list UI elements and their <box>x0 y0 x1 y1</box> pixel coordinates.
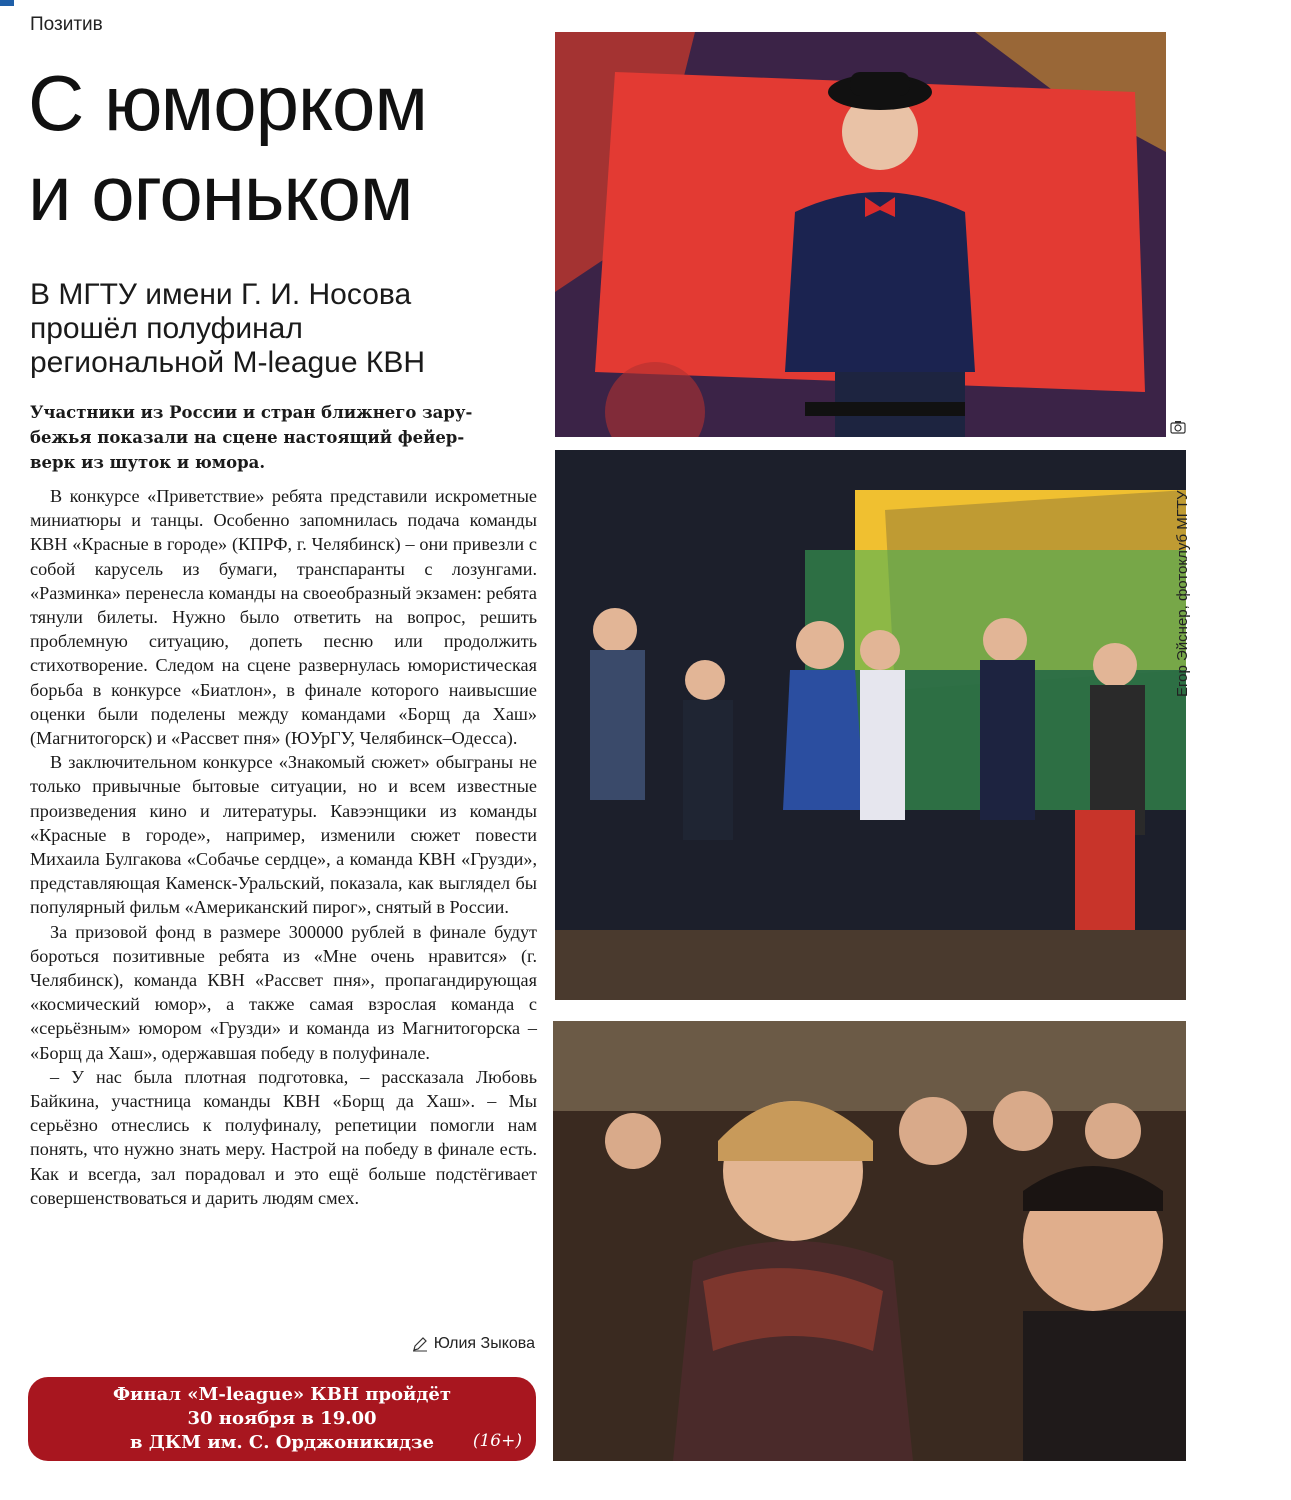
subheadline <box>30 278 535 380</box>
lead-line-3: верк из шуток и юмора. <box>30 453 266 472</box>
subheadline-line-1: В МГТУ имени Г. И. Носова <box>30 278 412 311</box>
author-name: Юлия Зыкова <box>433 1335 535 1352</box>
photo-credit <box>1172 437 1196 697</box>
notice-line-3: в ДКМ им. С. Орджоникидзе <box>130 1432 434 1453</box>
article-body <box>30 484 537 1210</box>
event-notice-box <box>28 1377 536 1461</box>
subheadline-line-2: прошёл полуфинал <box>30 312 303 345</box>
section-color-mark <box>0 0 14 6</box>
subheadline-line-3: региональной M-league КВН <box>30 346 426 379</box>
photo-performer-illustration <box>555 32 1166 437</box>
body-paragraph-2: В заключительном конкурсе «Знакомый сюжет» обыграны не только привычные бытовые ситуации, но и всем известные произведения кино и литературы. Кавээнщики из команды «Красные в городе», например, изменили сюжет повести Михаила Булгакова «Собачье сердце», а команда КВН «Грузди», представляющая Каменск-Уральский, показала, как выглядел бы популярный фильм «Американский пирог», снятый в России. <box>30 752 537 918</box>
photo-performer-with-banner <box>555 32 1166 437</box>
camera-icon <box>1170 420 1186 434</box>
photo-credit-text: Егор Эйснер, фотоклуб МГТУ <box>1174 490 1191 697</box>
photo-stage-illustration <box>555 450 1186 1000</box>
notice-line-1: Финал «M-league» КВН пройдёт <box>112 1384 452 1405</box>
lead-paragraph <box>30 400 535 475</box>
headline-line-1: С юморком <box>28 59 428 147</box>
body-paragraph-1: В конкурсе «Приветствие» ребята представили искрометные миниатюры и танцы. Особенно запомнилась подача команды КВН «Красные в городе» (КПРФ, г. Челябинск) – они привезли с собой карусель из бумаги, транспаранты с лозунгами. «Разминка» перенесла команды на своеобразный экзамен: ребята тянули билеты. Нужно было ответить на вопрос, решить проблемную ситуацию, допеть песню или продолжить стихотворение. Следом на сцене развернулась юмористическая борьба в конкурсе «Биатлон», в финале которого наивысшие оценки были поделены между командами «Борщ да Хаш» (Магнитогорск) и «Рассвет пня» (ЮУрГУ, Челябинск–Одесса). <box>30 486 537 749</box>
pen-icon <box>412 1336 428 1352</box>
lead-line-1: Участники из России и стран ближнего зару- <box>30 403 473 422</box>
headline-line-2: и огоньком <box>28 149 413 237</box>
age-rating: (16+) <box>472 1431 522 1451</box>
notice-line-2: 30 ноября в 19.00 <box>187 1408 377 1429</box>
lead-line-2: бежья показали на сцене настоящий фейер- <box>30 428 465 447</box>
body-paragraph-3: За призовой фонд в размере 300000 рублей в финале будут бороться позитивные ребята из «Мне очень нравится» (г. Челябинск), команда КВН «Рассвет пня», пропагандирующая «космический юмор», а также самая взрослая команда с «серьёзным» юмором «Грузди» и команда из Магнитогорска – «Борщ да Хаш», одержавшая победу в полуфинале. <box>30 921 537 1063</box>
photo-team-on-stage <box>555 450 1186 1000</box>
section-label: Позитив <box>30 14 103 35</box>
author-byline <box>412 1335 535 1353</box>
photo-audience-illustration <box>553 1021 1186 1461</box>
body-paragraph-4: – У нас была плотная подготовка, – рассказала Любовь Байкина, участница команды КВН «Борщ да Хаш». – Мы серьёзно отнеслись к полуфиналу, репетиции помогли нам понять, что нужно знать меру. Настрой на победу в финале есть. Как и всегда, зал порадовал и это ещё больше подстёгивает совершенствоваться и дарить людям смех. <box>30 1066 537 1208</box>
headline <box>28 58 548 238</box>
photo-audience <box>553 1021 1186 1461</box>
